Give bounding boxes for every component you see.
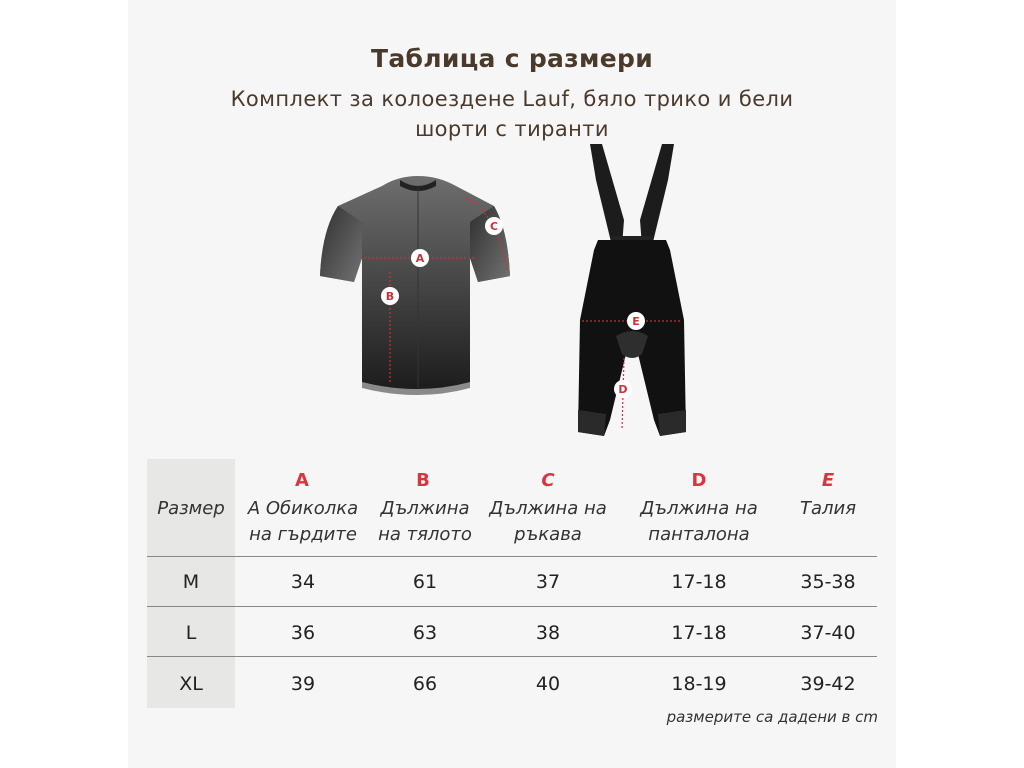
pants-length-cell: 18-19 (671, 673, 727, 695)
row-divider (147, 606, 877, 607)
header-letter-e: E (821, 470, 835, 491)
page-subtitle: Комплект за колоездене Lauf, бяло трико и бели шорти с тиранти (230, 87, 794, 141)
units-note: размерите са дадени в cm (666, 708, 878, 726)
bib-shorts-illustration (572, 140, 692, 440)
header-letter-a: A (295, 470, 309, 491)
body-length-cell: 66 (412, 673, 438, 695)
header-waist: Талия (799, 498, 857, 519)
label-a: A (415, 252, 425, 265)
header-body-length: Дължина на тялото (378, 498, 472, 545)
size-cell: M (182, 571, 200, 593)
sleeve-length-cell: 38 (535, 622, 561, 644)
jersey-illustration (310, 172, 520, 408)
waist-cell: 39-42 (800, 673, 856, 695)
header-letter-d: D (691, 470, 707, 491)
body-length-cell: 61 (412, 571, 438, 593)
pants-length-cell: 17-18 (671, 571, 727, 593)
chest-cell: 36 (290, 622, 316, 644)
body-length-cell: 63 (412, 622, 438, 644)
page-title: Таблица с размери (370, 44, 654, 73)
sleeve-length-cell: 40 (535, 673, 561, 695)
size-cell: XL (179, 673, 203, 695)
waist-cell: 35-38 (800, 571, 856, 593)
row-divider (147, 656, 877, 657)
header-chest: А Обиколка на гърдите (247, 498, 359, 545)
label-c: C (489, 220, 499, 233)
header-size: Размер (157, 498, 225, 519)
row-divider (147, 556, 877, 557)
label-b: B (385, 290, 395, 303)
label-d: D (618, 383, 628, 396)
header-pants-length: Дължина на панталона (640, 498, 758, 545)
label-e: E (632, 315, 640, 328)
chest-cell: 39 (290, 673, 316, 695)
pants-length-cell: 17-18 (671, 622, 727, 644)
size-cell: L (185, 622, 197, 644)
waist-cell: 37-40 (800, 622, 856, 644)
chest-cell: 34 (290, 571, 316, 593)
header-letter-b: B (416, 470, 430, 491)
sleeve-length-cell: 37 (535, 571, 561, 593)
header-sleeve-length: Дължина на ръкава (489, 498, 607, 545)
header-letter-c: C (541, 470, 555, 491)
